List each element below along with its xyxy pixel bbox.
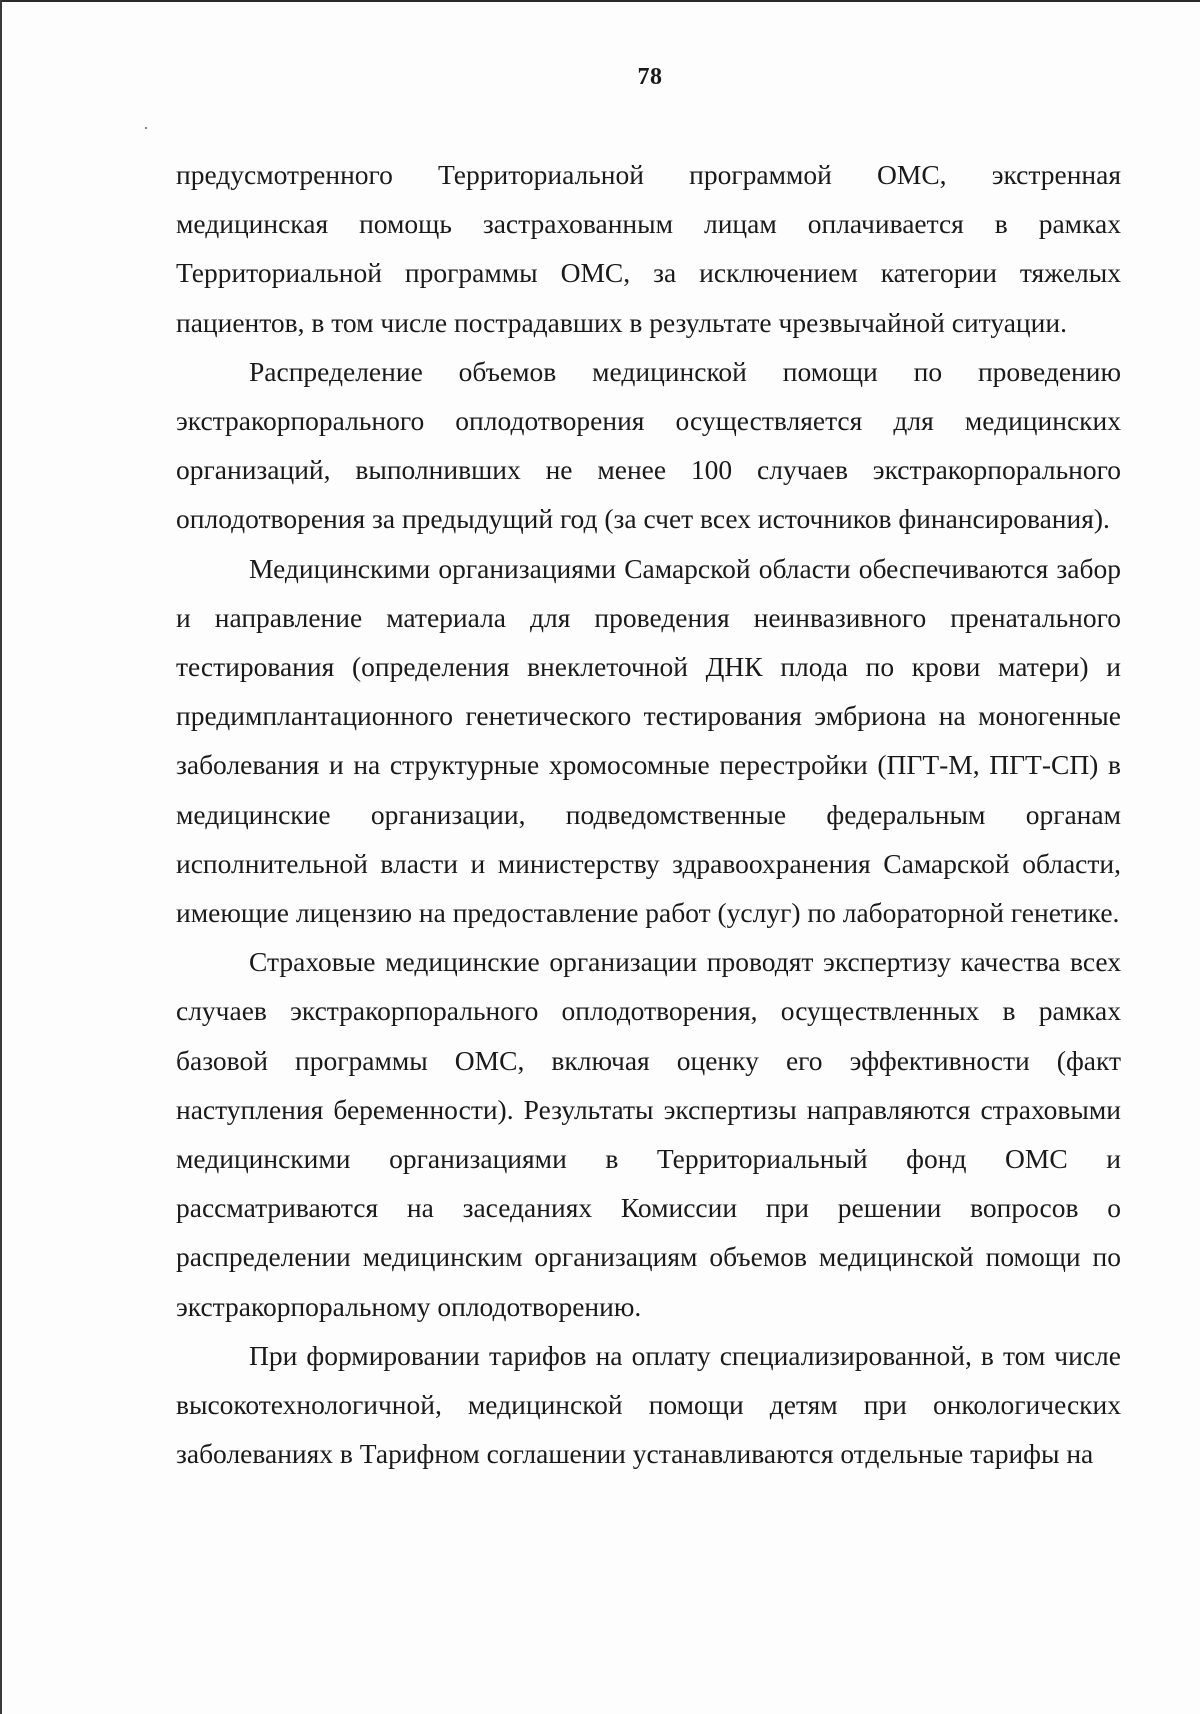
scan-speck bbox=[145, 127, 147, 129]
page-number: 78 bbox=[637, 64, 663, 90]
body-text bbox=[176, 150, 1121, 1478]
paragraph-1: предусмотренного Территориальной программой ОМС, экстренная медицинская помощь застрахованным лицам оплачивается в рамках Территориальной программы ОМС, за исключением категории тяжелых пациентов, в том числе пострадавших в результате чрезвычайной ситуации. bbox=[176, 159, 1121, 338]
paragraph-3: Медицинскими организациями Самарской области обеспечиваются забор и направление материала для проведения неинвазивного пренатального тестирования (определения внеклеточной ДНК плода по крови матери) и предимплантационного генетического тестирования эмбриона на моногенные заболевания и на структурные хромосомные перестройки (ПГТ-М, ПГТ-СП) в медицинские организации, подведомственные федеральным органам исполнительной власти и министерству здравоохранения Самарской области, имеющие лицензию на предоставление работ (услуг) по лабораторной генетике. bbox=[176, 552, 1121, 929]
paragraph-2: Распределение объемов медицинской помощи по проведению экстракорпорального оплодотворения осуществляется для медицинских организаций, выполнивших не менее 100 случаев экстракорпорального оплодотворения за предыдущий год (за счет всех источников финансирования). bbox=[176, 355, 1121, 535]
scan-edge-top bbox=[0, 0, 1200, 2]
scan-edge-left bbox=[0, 0, 2, 1714]
paragraph-5: При формировании тарифов на оплату специализированной, в том числе высокотехнологичной, медицинской помощи детям при онкологических заболеваниях в Тарифном соглашении устанавливаются отдельные тарифы на bbox=[176, 1339, 1121, 1470]
paragraph-4: Страховые медицинские организации проводят экспертизу качества всех случаев экстракорпорального оплодотворения, осуществленных в рамках базовой программы ОМС, включая оценку его эффективности (факт наступления беременности). Результаты экспертизы направляются страховыми медицинскими организациями в Территориальный фонд ОМС и рассматриваются на заседаниях Комиссии при решении вопросов о распределении медицинским организациям объемов медицинской помощи по экстракорпоральному оплодотворению. bbox=[176, 946, 1121, 1322]
